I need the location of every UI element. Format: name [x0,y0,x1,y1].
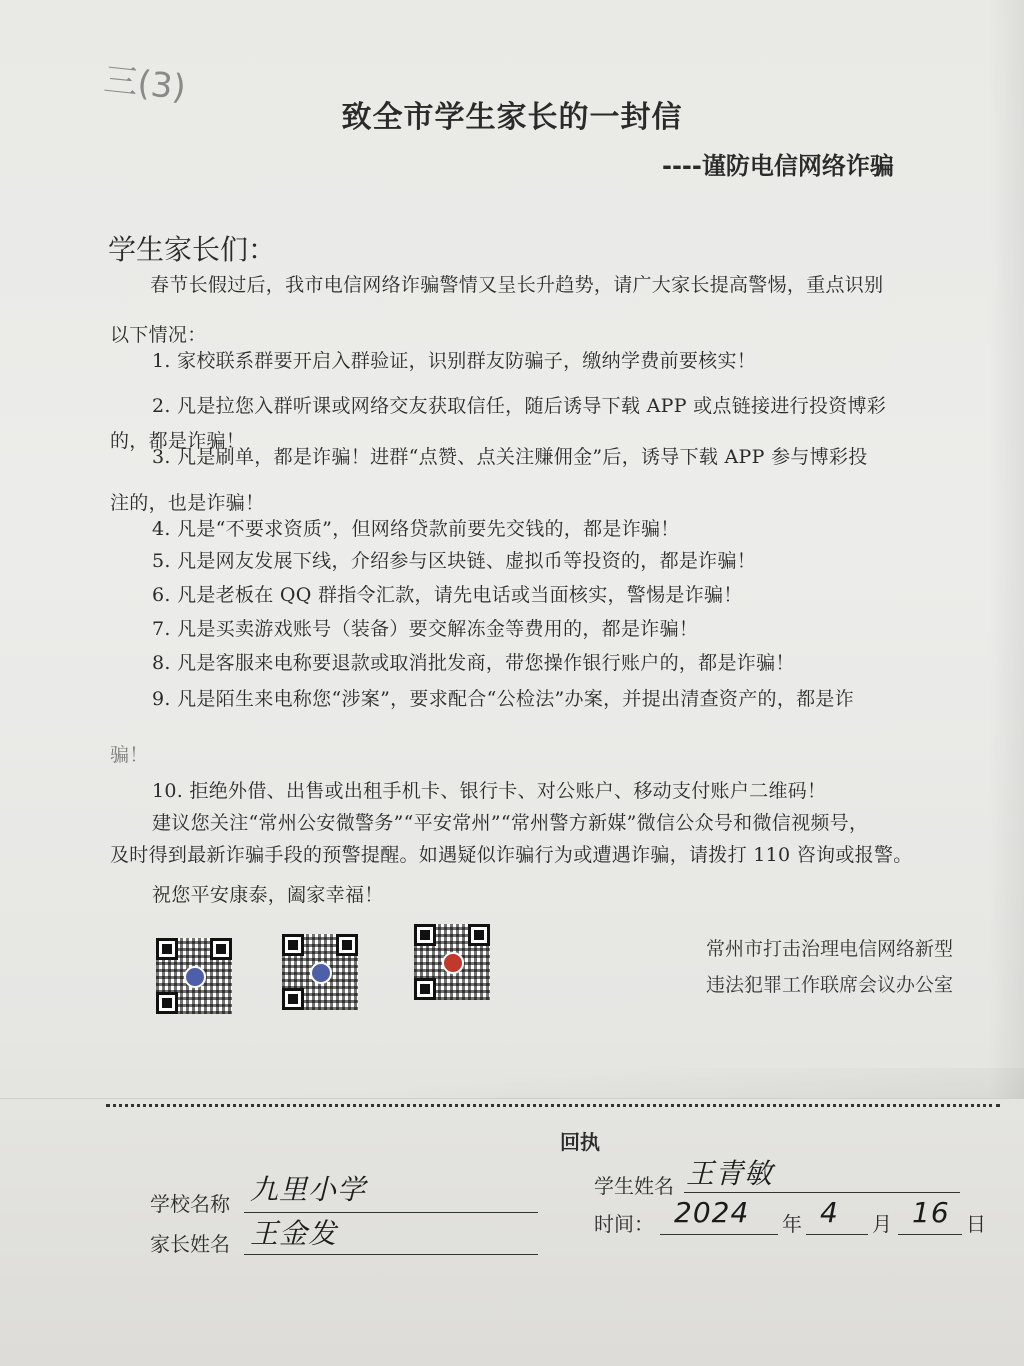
corner-handwritten-mark: 三(3) [101,59,188,109]
qr-code-2[interactable] [282,934,358,1010]
paper-fold [0,1068,1024,1102]
list-item: 9. 凡是陌生来电称您“涉案”，要求配合“公检法”办案，并提出清查资产的，都是诈 [152,688,855,710]
letter-subtitle: ----谨防电信网络诈骗 [662,152,894,180]
month-underline [806,1234,868,1235]
signature-line-1: 常州市打击治理电信网络新型 [706,938,954,960]
list-item: 7. 凡是买卖游戏账号（装备）要交解冻金等费用的，都是诈骗！ [152,618,699,640]
day-underline [898,1234,962,1235]
school-label: 学校名称 [150,1192,230,1216]
list-item: 注的，也是诈骗！ [110,492,265,514]
parent-label: 家长姓名 [150,1232,230,1256]
parent-underline [244,1254,538,1255]
qr-code-3[interactable] [414,924,490,1000]
letter-title: 致全市学生家长的一封信 [341,100,683,135]
day-value[interactable]: 16 [912,1196,950,1229]
list-item: 3. 凡是刷单，都是诈骗！进群“点赞、点关注赚佣金”后，诱导下载 APP 参与博彩投 [152,446,868,468]
month-value[interactable]: 4 [820,1196,839,1229]
closing-wish: 祝您平安康泰，阖家幸福！ [152,884,384,906]
list-item: 8. 凡是客服来电称要退款或取消批发商，带您操作银行账户的，都是诈骗！ [152,652,795,674]
intro-line: 春节长假过后，我市电信网络诈骗警情又呈长升趋势，请广大家长提高警惕，重点识别 [150,274,884,296]
year-underline [660,1234,778,1235]
list-item: 1. 家校联系群要开启入群验证，识别群友防骗子，缴纳学费前要核实！ [152,350,757,372]
school-value[interactable]: 九里小学 [250,1173,367,1206]
list-item: 骗！ [110,744,149,766]
list-item: 5. 凡是网友发展下线，介绍参与区块链、虚拟币等投资的，都是诈骗！ [152,550,757,572]
qr-code-1[interactable] [156,938,232,1014]
student-value[interactable]: 王青敏 [686,1157,774,1190]
receipt-title: 回执 [560,1130,600,1154]
intro-line: 以下情况： [110,324,207,346]
student-underline [684,1192,960,1193]
list-item: 4. 凡是“不要求资质”，但网络贷款前要先交钱的，都是诈骗！ [152,518,680,540]
list-item: 10. 拒绝外借、出售或出租手机卡、银行卡、对公账户、移动支付账户二维码！ [152,780,827,802]
list-item: 2. 凡是拉您入群听课或网络交友获取信任，随后诱导下载 APP 或点链接进行投资博彩 [152,395,887,417]
year-value[interactable]: 2024 [674,1196,750,1229]
advice-line: 及时得到最新诈骗手段的预警提醒。如遇疑似诈骗行为或遭遇诈骗，请拨打 110 咨询或报警。 [110,844,913,866]
greeting: 学生家长们： [108,233,277,266]
time-label: 时间： [594,1212,654,1236]
parent-value[interactable]: 王金发 [250,1217,338,1250]
list-item: 的，都是诈骗！ [110,430,246,452]
tear-line [106,1104,1000,1107]
month-label: 月 [872,1212,892,1236]
day-label: 日 [966,1212,986,1236]
advice-line: 建议您关注“常州公安微警务”“平安常州”“常州警方新媒”微信公众号和微信视频号， [152,812,869,834]
list-item: 6. 凡是老板在 QQ 群指令汇款，请先电话或当面核实，警惕是诈骗！ [152,584,743,606]
year-label: 年 [782,1212,802,1236]
signature-line-2: 违法犯罪工作联席会议办公室 [706,974,954,996]
student-label: 学生姓名 [594,1174,674,1198]
